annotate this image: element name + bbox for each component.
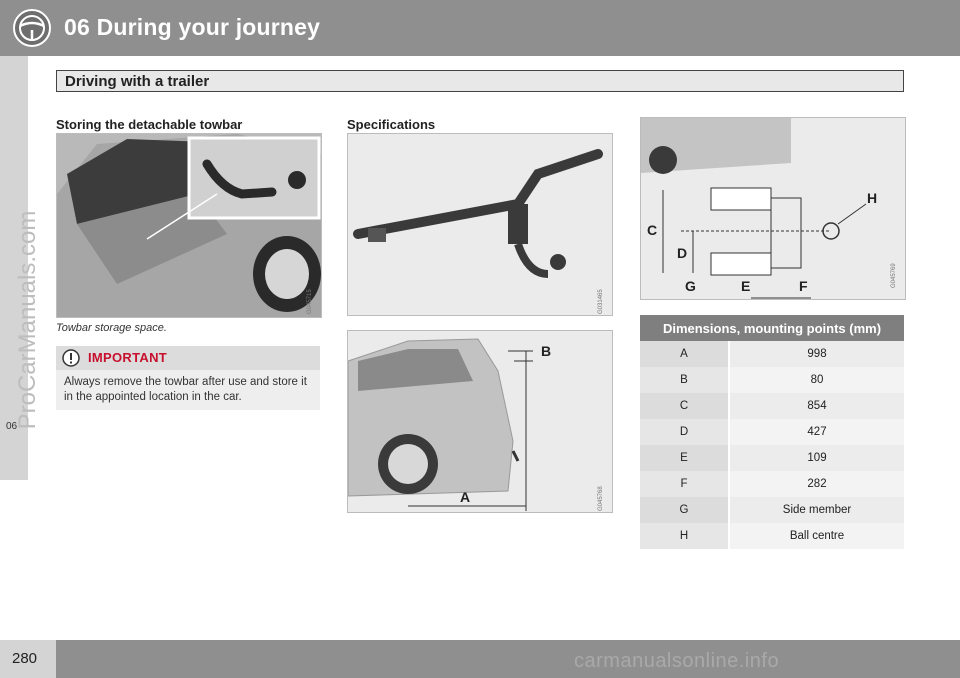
important-title: IMPORTANT (88, 350, 168, 365)
towbar-storage-heading: Storing the detachable towbar (56, 117, 243, 132)
dimension-key: C (640, 393, 730, 419)
side-watermark: ProCarManuals.com (14, 210, 41, 430)
chapter-title: 06 During your journey (64, 14, 321, 40)
table-row (640, 497, 904, 523)
figure-code: G031465 (598, 289, 604, 314)
dimension-label-g: G (685, 278, 696, 294)
dimensions-table (640, 315, 904, 549)
dimension-label-d: D (677, 245, 688, 261)
table-row (640, 523, 904, 549)
dimension-key: H (640, 523, 730, 549)
page-number: 280 (12, 650, 38, 667)
dimension-value: 854 (730, 393, 904, 419)
table-row (640, 419, 904, 445)
table-row (640, 341, 904, 367)
important-header (56, 346, 320, 370)
towbar-figure (347, 133, 613, 316)
dimensions-table-title: Dimensions, mounting points (mm) (640, 315, 904, 341)
dimension-label-f: F (799, 278, 808, 294)
dimension-key: D (640, 419, 730, 445)
steering-wheel-icon (12, 8, 52, 48)
table-row (640, 367, 904, 393)
dimension-value: 998 (730, 341, 904, 367)
dimension-label-c: C (647, 222, 658, 238)
mounting-points-figure (640, 117, 906, 300)
chapter-number: 06 (6, 421, 18, 432)
dimension-key: A (640, 341, 730, 367)
chapter-header (0, 0, 960, 56)
mounting-points-diagram (641, 118, 906, 300)
footer-watermark: carmanualsonline.info (574, 650, 780, 672)
dimension-label-h: H (867, 190, 878, 206)
car-side-illustration (348, 331, 613, 513)
table-row (640, 471, 904, 497)
dimension-key: G (640, 497, 730, 523)
car-side-dimensions-figure (347, 330, 613, 513)
page-footer (0, 640, 960, 678)
section-title-bar (56, 70, 904, 92)
dimension-value: Ball centre (730, 523, 904, 549)
towbar-storage-figure (56, 133, 322, 318)
dimension-key: B (640, 367, 730, 393)
car-trunk-illustration (57, 134, 322, 318)
specifications-heading: Specifications (347, 117, 436, 132)
dimension-label-b: B (541, 343, 552, 359)
towbar-illustration (348, 134, 613, 316)
dimension-value: 80 (730, 367, 904, 393)
dimension-label-a: A (460, 489, 471, 505)
dimension-key: F (640, 471, 730, 497)
figure-code: G045715 (307, 289, 313, 314)
dimension-key: E (640, 445, 730, 471)
table-row (640, 445, 904, 471)
dimension-value: 109 (730, 445, 904, 471)
dimension-value: Side member (730, 497, 904, 523)
figure-code: G045769 (891, 263, 897, 288)
table-row (640, 393, 904, 419)
exclamation-icon (62, 349, 80, 367)
section-title: Driving with a trailer (65, 73, 210, 90)
dimension-value: 427 (730, 419, 904, 445)
important-text: Always remove the towbar after use and store it in the appointed location in the car. (64, 376, 307, 403)
important-notice (56, 346, 320, 410)
figure-caption: Towbar storage space. (56, 322, 167, 334)
dimension-label-e: E (741, 278, 751, 294)
dimension-value: 282 (730, 471, 904, 497)
figure-code: G045768 (598, 486, 604, 511)
